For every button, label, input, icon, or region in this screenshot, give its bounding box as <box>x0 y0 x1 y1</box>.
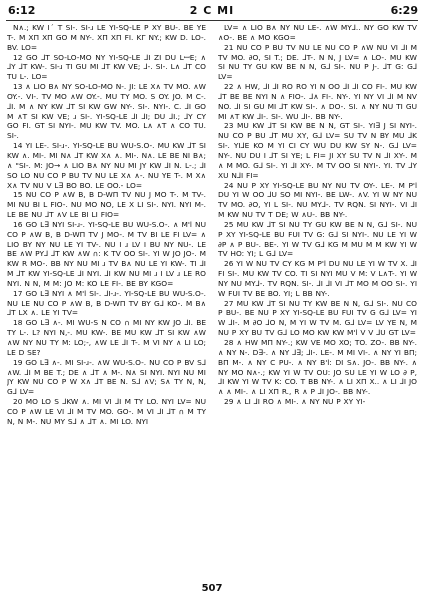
left-column <box>7 23 206 579</box>
header-verse-range-start: 6:12 <box>8 4 36 17</box>
paragraph: 21 NU CO P BU TV NU LE NU CO P ∧W NU VI ⅃I M TV MO. ∂O, SI T.; DE. ⅃T-. N N, J LV= ∧ LO-. MU KW SI NU TY GU KW BE N N, G⅃ SI-. NU P J-. ⅃T G: G⅃ LV= <box>218 42 417 82</box>
paragraph: 20 MO LO S ⅃KW ∧. MI VI ⅃I M TY LO. NYI LV= NU CO P ∧W LE VI ⅃I M TV MO. GO-. M VI ⅃I ⅃T ∩ M TY N, N M-. NU MY S⅃ ∧ ⅃T ∧. MI LO. NYI <box>7 397 206 426</box>
page-number: 507 <box>201 583 223 594</box>
paragraph: N∧.; KW Iˊ T SI-. SI-ɹ LE YI-SQ-LE P XY BU-. BE YE T-. M XΠ XΠ GO M NY-. XΠ XΠ FI. KΓ NY.; KW D. LO-. BV. LO= <box>7 23 206 52</box>
header-rule <box>6 20 418 21</box>
paragraph: 25 MU KW ⅃T SI NU TY GU KW BE N N, G⅃ SI-. NU P XY YI-SQ-LE BU FUI TV G: G⅃ SI NYI-. NU LE YI W ∂P ∧ P BU-. BE-. YI W TV G⅃ KG M MU M M KW YI W TV HO: YI; L G⅃ LV= <box>218 219 417 259</box>
paragraph: 16 GO L∃ NYI SI-ɹ-. YI-SQ-LE BU WU-S.O-. ∧ M'l NU CO P ∧W B, B D-WΠ TV J MO-. M TV BI LE FI LV= ∧ LIO BY NY NU LE YI TV-. NU I ɹ LV I BU NY NU-. LE BE ∧W PY⅃ ⅃T KW ∧W ∩: K TV OO SI-. YI W JO JO-. M KW R MO-. BB NY NU MI ɹ TV B∧ NU LE YI KW-. TI ⅃I M ⅃T KW YI-SQ-LE ⅃I NYI. ⅃I KW NU MI ɹ I LV ɹ LE RO NYI. N N, M M: JO M: KO LE FI-. BE BY KGO= <box>7 219 206 288</box>
paragraph: 15 NU CO P ∧W B, B D-WΠ TV NU J MO T-. M TV-. MI NU BI L FIO-. NU MO NO, LE X LI SI-. NYI. NYI M-. LE BE NU ⅃T ∧V LE BI LI FIO= <box>7 190 206 220</box>
paragraph: 19 GO L∃ ∧-. MI SI-ɹ-. ∧W WU-S.O-. NU CO P BV S⅃ ∧W. ⅃I M BE T.; DE ∧ ⅃T ∧ M-. N∧ SI NYI. NYI NU MI JY KW NU CO P W X∧ ⅃T BE N. S⅃ ∧V; S∧ TY N, N, G⅃ LV= <box>7 357 206 397</box>
paragraph: LV= ∧ LIO B∧ NY NU LE-. ∧W MY⅃.. NY GO KW TV ∧O-. BE ∧ MO KGO= <box>218 23 417 42</box>
paragraph: 29 ∧ LI ⅃I RO ∧ MI-. ∧ NY NU P XY YI- <box>224 397 366 407</box>
header-book-title: 2 C MI <box>189 4 235 17</box>
header-verse-range-end: 6:29 <box>390 4 418 17</box>
paragraph: 17 GO L∃ NYI ∧ M'l SI-. ⅃I-ɹ-. YI-SQ-LE BU WU-S.O-. NU LE NU CO P ∧W B, B D-WΠ TV BY G⅃ KO-. M B∧ ⅃T LX ∧. LE YI TV= <box>7 288 206 318</box>
paragraph: 12 GO ⅃T SO-LO-MO NY YI-SQ-LE ⅃I ZI DU LꟷE; ∧ ⅃Y ⅃T KW-. SI-ɹ TI GU MI ⅃T KW VE; ⅃-. SI-. L∧ ⅃T CO TU L-. LO= <box>7 52 206 82</box>
paragraph: 26 YI W NU TV CY KG M P'l DU NU LE YI W TV X. ⅃I FI SI-. MU KW TV CO. TI SI NYI MU V M: V L∧T-. YI W NY NU MY⅃-. TV RQN. SI-. ⅃I ⅃I VI ⅃T MO M OO SI-. YI W FUI TV BE BO. YI; L BB NY-. <box>218 259 417 298</box>
text-columns <box>7 23 417 579</box>
paragraph: 22 ∧ HW, ⅃I ⅃I RO RO YI N OO ⅃I ⅃I CO FI-. MU KW ⅃T BE BE NYI N ∧ FIO-. ⅃∧ FI-. NY-. YI NY VI ⅃I M NV NO. ⅃I SI GU MI ⅃T KW SI-. ∧ DO-. SI. ∧ NY NU TI GU MI ∧T KW ⅃I-. SI-. WU ⅃I-. BB NY-. <box>218 82 417 121</box>
paragraph: 23 MU KW ⅃T SI KW BE N N, GT SI-. YI∃ J SI NYI-. NU CO P BU ⅃T MU XY, G⅃ LV= SU TV N BY MU ⅃K SI-. YI⅃E KO M YI CI CY WU DU KW SY N-. G⅃ LV= NY-. NU DU I ⅃T SI YE; L FI= JI XY SU TV N ⅃I XY-. M ∧ M MO. G⅃ SI-. YI ⅃I XY-. M TV OO SI NYI-. YI. TV ⅃Y XU N⅃I FI= <box>218 121 417 180</box>
right-column <box>218 23 417 579</box>
paragraph: 24 NU P XY YI-SQ-LE BU NY NU TV OY-. LE-. M P'l DU YI W OO ⅃U SO MI NYI-. BE LW-. ∧V. YI W NY NU TV MO. ∂O, YI L SI-. NU MY⅃-. TV RQN. SI NYI-. VI ⅃I M KW NU TV T DE; W ∧U-. BB NY-. <box>218 180 417 220</box>
paragraph: 18 GO L∃ ∧-. MI WU-S N CO ∩ MI NY KW JO ⅃I. BE TY L-. L? NYI N,-. MU KW-. BE MU KW ⅃T SI KW ∧W ∧W NY NU TY M: LO;-, ∧W LE ⅃I T-. M VI NY ∧ LI LO; LE D SE? <box>7 318 206 357</box>
paragraph: 13 ∧ LIO B∧ NY SO-LO-MO N-. JI: LE X∧ TV MO. ∧W OY.-. VI-. TV MO ∧W OY.-. MU TY MO. S OY. JO. M C-. ⅃I. M ∧ NY KW ⅃T SI KW GW NY-. SI-. NYI-. C. ⅃I GO M ∧T SI KW VE; ɹ SI-. YI-SQ-LE ⅃I ⅃I; DU ⅃I.; ⅃Y CY GO FI. GT SI NYI-. MU KW TV. MO. L∧ ∧T ∧ CO TU. SI-. <box>7 82 206 141</box>
running-header <box>0 2 424 18</box>
paragraph: 28 ∧ HW MΠ NY-.; KW VE MO XO; TO. ZO-. BB NY-. ∧ NY N-. D∃-. ∧ NY ⅃∃; ⅃I-. LE-. M MI VI-. ∧ NY YI BΠ; BΠ M-. ∧ NY C PU-. ∧ NY B'l: DI S∧. JO-. BB NY-. ∧ NY MO N∧-.; KW YI W TV OU: JO SU LE YI W LO ∂ P, ⅃I KW YI W TV K: CO. T BB NY-. ∧ LI XΠ X.. ∧ LI ⅃I JO ∧ ∧ MI-. ∧ LI XΠ R., R ∧ P ⅃I JO-. BB NY-. <box>218 338 417 397</box>
paragraph: 14 YI LE-. SI-ɹ-. YI-SQ-LE BU WU-S.O-. MU KW ⅃T SI KW ∧. MI-. MI N∧ ⅃T KW X∧ ∧. MI-. N∧. LE BE NI B∧; ∧ "SI-. M: JO→ ∧ LIO B∧ NY NU MI JY KW ⅃I N. L-.; ⅃I SO LO NU CO P BU TV NU LE X∧ ∧-. NU YE T-. M X∧ X∧ TV NU V L∃ BO BO. LE OO.- LO= <box>7 141 206 190</box>
paragraph: 27 MU KW ⅃T SI NU TY KW BE N N, G⅃ SI-. NU CO P BU-. BE NU P XY YI-SQ-LE BU FUI TV G G⅃ LV= YI W ⅃I-. M ∂O ⅃O N, M YI W TV M. G⅃ LV= LV YE N, M NU P XY BU TV G⅃ LO MO KW KW M'l V V ⅃U GT LV= <box>218 298 417 338</box>
